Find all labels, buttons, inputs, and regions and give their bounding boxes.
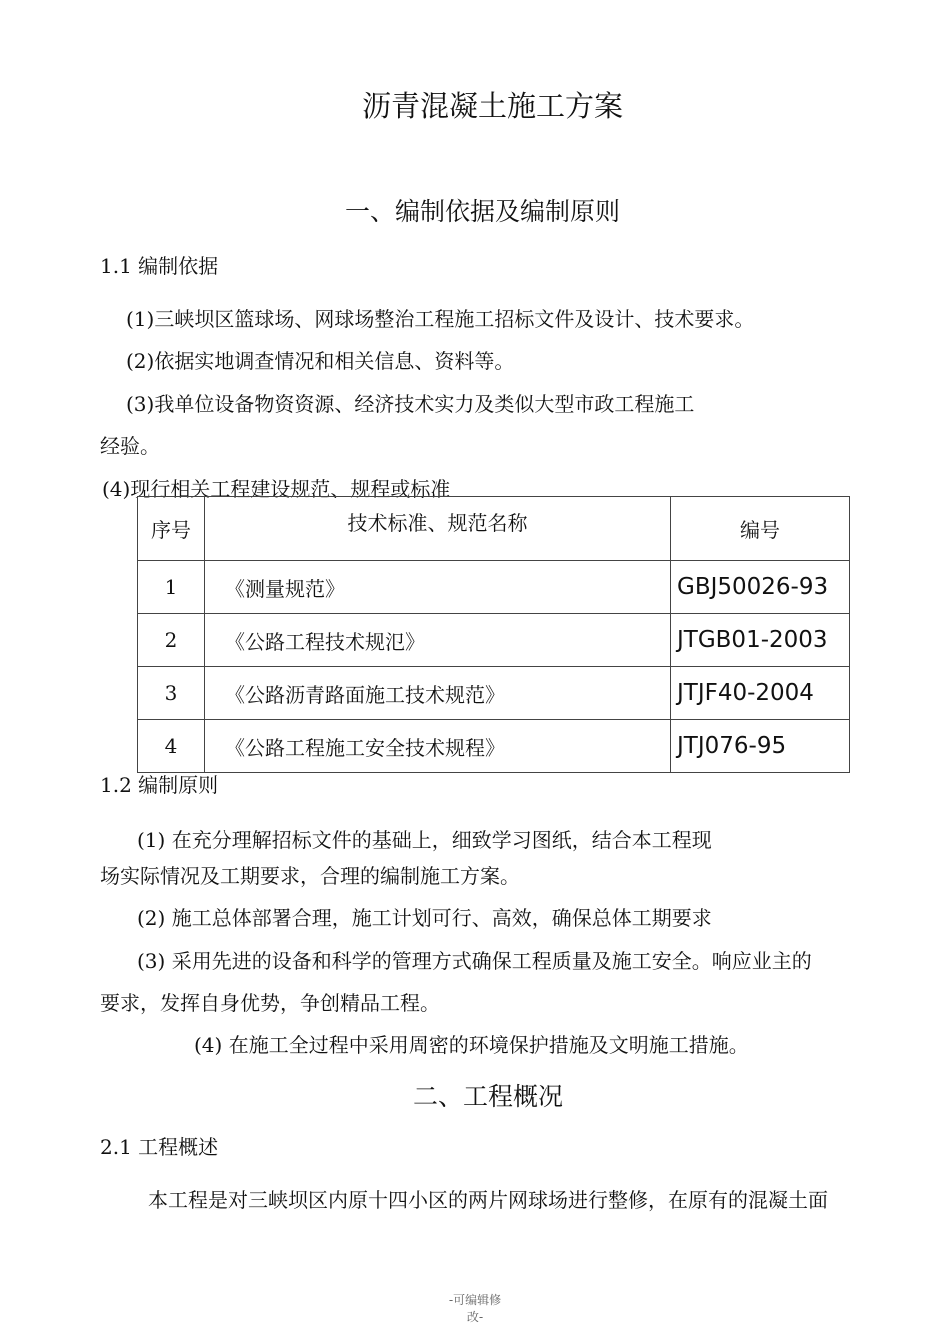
item-number: (4) — [194, 1033, 223, 1057]
cell-code: JTJF40-2004 — [671, 667, 850, 720]
item-number: (2) — [137, 906, 166, 930]
principle-3-line2: 要求，发挥自身优势，争创精品工程。 — [100, 991, 440, 1015]
table-row — [138, 561, 850, 614]
table-row — [138, 614, 850, 667]
principle-4 — [194, 1029, 749, 1058]
subsection-number: 1.2 — [100, 773, 132, 797]
item-text: 采用先进的设备和科学的管理方式确保工程质量及施工安全。响应业主的 — [171, 949, 812, 973]
cell-code: GBJ50026-93 — [671, 561, 850, 614]
item-number: (3) — [126, 392, 155, 416]
header-code: 编号 — [671, 497, 850, 561]
subsection-number: 2.1 — [100, 1135, 132, 1159]
item-number: (2) — [126, 349, 155, 373]
item-number: (1) — [126, 307, 155, 331]
footer-line-2: 改- — [466, 1310, 484, 1324]
section-2-heading: 二、工程概况 — [413, 1082, 564, 1111]
item-text: 现行相关工程建设规范、规程或标准 — [130, 477, 451, 501]
subsection-1-2-heading — [100, 769, 218, 798]
document-title: 沥青混凝土施工方案 — [361, 89, 623, 123]
table-header-row — [138, 497, 850, 561]
cell-code: JTJ076-95 — [671, 720, 850, 773]
basis-item-2 — [126, 345, 514, 374]
cell-no: 3 — [138, 667, 205, 720]
subsection-title: 编制依据 — [138, 254, 219, 278]
cell-name: 《公路工程技术规氾》 — [205, 614, 671, 667]
standards-table — [137, 496, 850, 773]
subsection-title: 编制原则 — [138, 773, 219, 797]
principle-2 — [137, 902, 712, 931]
subsection-number: 1.1 — [100, 254, 132, 278]
header-name: 技术标准、规范名称 — [205, 497, 671, 561]
principle-1-line1 — [137, 824, 712, 853]
basis-item-3 — [126, 388, 694, 417]
cell-name: 《公路沥青路面施工技术规范》 — [205, 667, 671, 720]
item-number: (3) — [137, 949, 166, 973]
principle-1-line2: 场实际情况及工期要求，合理的编制施工方案。 — [100, 864, 520, 888]
header-no: 序号 — [138, 497, 205, 561]
item-text: 我单位设备物资资源、经济技术实力及类似大型市政工程施工 — [154, 392, 695, 416]
section-1-heading: 一、编制依据及编制原则 — [345, 197, 621, 226]
subsection-2-1-heading — [100, 1131, 218, 1160]
item-number: (4) — [102, 477, 131, 501]
table-row — [138, 667, 850, 720]
principle-3-line1 — [137, 945, 812, 974]
subsection-title: 工程概述 — [138, 1135, 219, 1159]
basis-item-1 — [126, 303, 754, 332]
item-text: 施工总体部署合理，施工计划可行、高效，确保总体工期要求 — [171, 906, 712, 930]
item-number: (1) — [137, 828, 166, 852]
cell-no: 2 — [138, 614, 205, 667]
item-text: 在充分理解招标文件的基础上，细致学习图纸，结合本工程现 — [171, 828, 712, 852]
table-row — [138, 720, 850, 773]
cell-no: 1 — [138, 561, 205, 614]
subsection-1-1-heading — [100, 250, 218, 279]
item-text: 依据实地调查情况和相关信息、资料等。 — [154, 349, 515, 373]
cell-no: 4 — [138, 720, 205, 773]
basis-item-3-continued: 经验。 — [100, 434, 160, 458]
item-text: 在施工全过程中采用周密的环境保护措施及文明施工措施。 — [228, 1033, 749, 1057]
cell-name: 《公路工程施工安全技术规程》 — [205, 720, 671, 773]
cell-name: 《测量规范》 — [205, 561, 671, 614]
cell-code: JTGB01-2003 — [671, 614, 850, 667]
overview-paragraph: 本工程是对三峡坝区内原十四小区的两片网球场进行整修，在原有的混凝土面 — [148, 1188, 828, 1212]
item-text: 三峡坝区篮球场、网球场整治工程施工招标文件及设计、技术要求。 — [154, 307, 755, 331]
footer-line-1: -可编辑修 — [448, 1293, 502, 1307]
page-footer — [0, 1292, 950, 1326]
